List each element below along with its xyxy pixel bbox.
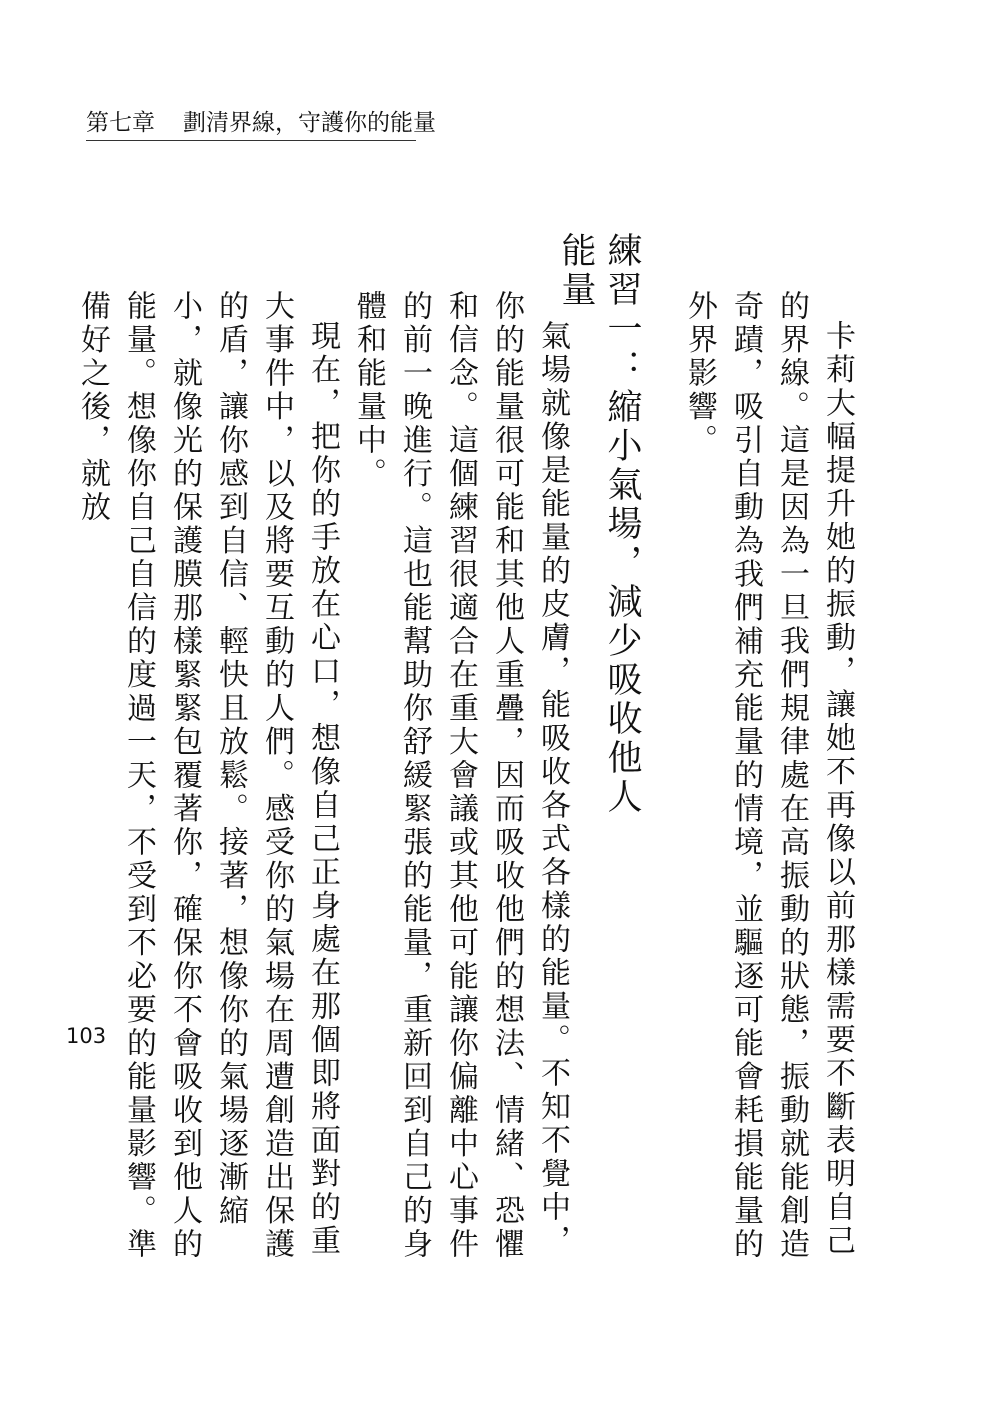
- intro-text-column: [676, 290, 860, 1290]
- body-paragraph: 氣場就像是能量的皮膚，能吸收各式各樣的能量。不知不覺中，你的能量很可能和其他人重疊，因而吸收他們的想法、情緒、恐懼和信念。這個練習很適合在重大會議或其他可能讓你偏離中心事件的前一晚進行。這也能幫助你舒緩緊張的能量，重新回到自己的身體和能量中。: [351, 290, 570, 1262]
- body-paragraph: 現在，把你的手放在心口，想像自己正身處在那個即將面對的重大事件中，以及將要互動的人們。感受你的氣場在周遭創造出保護的盾，讓你感到自信、輕快且放鬆。接著，想像你的氣場逐漸縮小，就像光的保護膜那樣緊緊包覆著你，確保你不會吸收到他人的能量。想像你自己自信的度過一天，不受到不必要的能量影響。準備好之後，就放: [75, 290, 340, 1262]
- chapter-label: 第七章: [86, 110, 155, 136]
- running-header: [86, 108, 436, 141]
- chapter-title: 劃清界線，守護你的能量: [183, 110, 436, 136]
- section-heading: 練習一：縮小氣場，減少吸收他人能量: [556, 232, 642, 817]
- intro-paragraph: 卡莉大幅提升她的振動，讓她不再像以前那樣需要不斷表明自己的界線。這是因為一旦我們規律處在高振動的狀態，振動就能創造奇蹟，吸引自動為我們補充能量的情境，並驅逐可能會耗損能量的外界影響。: [682, 290, 855, 1262]
- page-number: 103: [66, 1024, 107, 1048]
- body-text-column: [69, 290, 575, 1290]
